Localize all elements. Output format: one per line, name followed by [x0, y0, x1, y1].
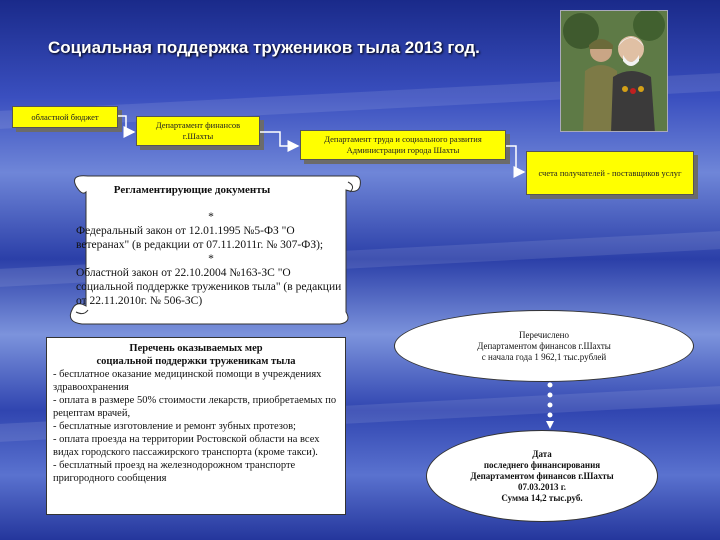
last-funding-ellipse [426, 430, 658, 522]
measure-item: - бесплатные изготовление и ремонт зубных протезов; [53, 421, 296, 432]
labor-department-box: Департамент труда и социального развития Администрации города Шахты [300, 130, 506, 160]
last-funding-sum: Сумма 14,2 тыс.руб. [501, 492, 583, 503]
regulations-title: Регламентирующие документы [113, 184, 271, 196]
measures-box [46, 337, 346, 515]
arrow-2 [260, 132, 298, 146]
measures-title-2: социальной поддержки труженикам тыла [96, 356, 296, 367]
last-funding-line: Дата [532, 448, 552, 459]
measure-item: - бесплатное оказание медицинской помощи в учреждениях здравоохранения [53, 369, 322, 393]
last-funding-line: Департаментом финансов г.Шахты [470, 470, 614, 481]
last-funding-line: последнего финансирования [483, 459, 601, 470]
transfer-line: Перечислено [519, 329, 569, 340]
arrow-1 [118, 116, 134, 132]
transfer-line: с начала года 1 962,1 тыс.рублей [481, 351, 607, 362]
finance-department-box: Департамент финансов г.Шахты [136, 116, 260, 146]
bullet-star: * [208, 211, 214, 223]
bullet-star: * [208, 253, 214, 265]
measure-item: - бесплатный проезд на железнодорожном транспорте пригородного сообщения [53, 460, 296, 484]
measure-item: - оплата проезда на территории Ростовской области на всех видах городского пассажирского транспорта (кроме такси). [53, 434, 320, 458]
transfer-line: Департаментом финансов г.Шахты [477, 340, 611, 351]
regional-law-text: Областной закон от 22.10.2004 №163-ЗС "О социальной поддержке тружеников тыла" (в редакции от 22.11.2010г. № 506-ЗС) [76, 267, 342, 307]
federal-law-text: Федеральный закон от 12.01.1995 №5-ФЗ "О ветеранах" (в редакции от 07.11.2011г. № 307-ФЗ); [76, 225, 324, 251]
recipients-accounts-box: счета получателей - поставщиков услуг [526, 151, 694, 195]
measures-title-1: Перечень оказываемых мер [129, 343, 263, 354]
transfer-ellipse [394, 310, 694, 382]
arrow-3 [506, 146, 524, 172]
regulations-text [76, 210, 346, 308]
slide-title: Социальная поддержка тружеников тыла 2013 год. [48, 38, 480, 57]
measure-item: - оплата в размере 50% стоимости лекарств, приобретаемых по рецептам врачей, [53, 395, 337, 419]
last-funding-date: 07.03.2013 г. [517, 481, 567, 492]
dotted-connector [545, 381, 555, 431]
regional-budget-box: областной бюджет [12, 106, 118, 128]
